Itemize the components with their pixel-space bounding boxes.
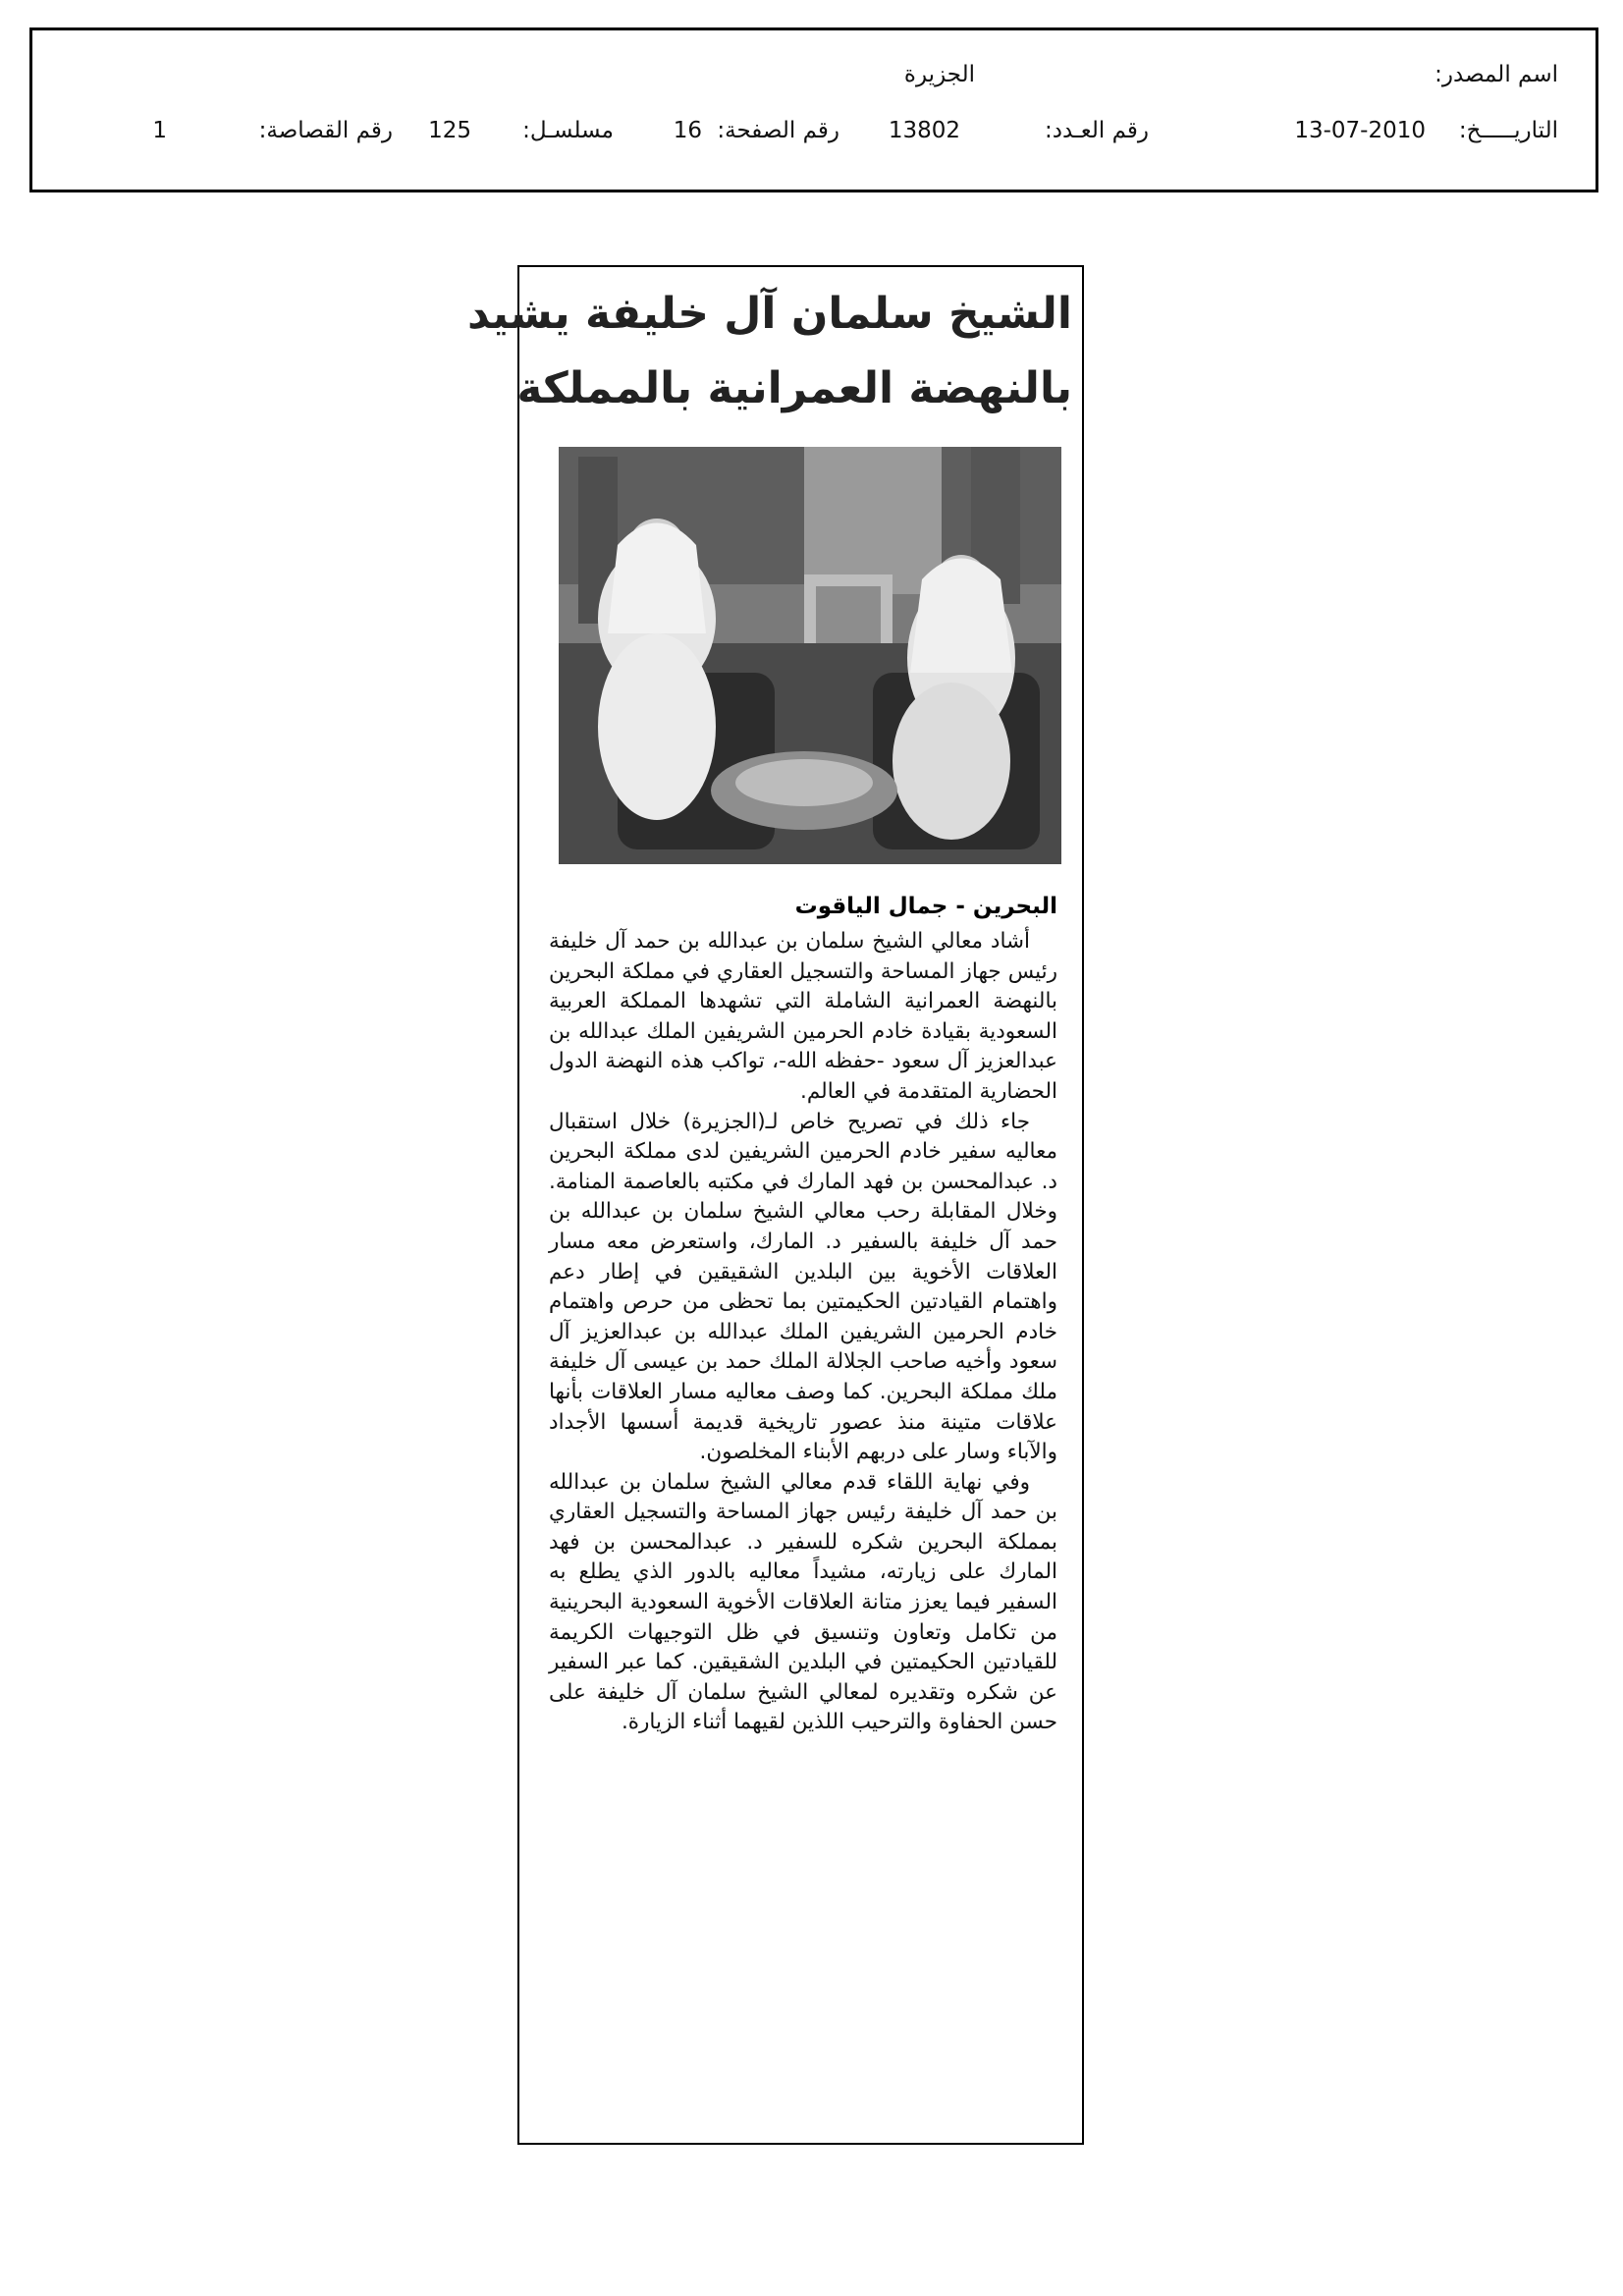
byline: البحرين - جمال الياقوت [794, 894, 1057, 919]
clip-value: 1 [152, 118, 167, 143]
page-value: 16 [673, 118, 702, 143]
headline-line-1: الشيخ سلمان آل خليفة يشيد [466, 289, 1072, 339]
serial-label: مسلسـل: [522, 118, 614, 143]
article-paragraph: جاء ذلك في تصريح خاص لـ(الجزيرة) خلال استقبال معاليه سفير خادم الحرمين الشريفين لدى مملكة البحرين د. عبدالمحسن بن فهد المارك في مكتبه بالعاصمة المنامة. وخلال المقابلة رحب معالي الشيخ سلمان بن عبدالله بن حمد آل خليفة بالسفير د. المارك، واستعرض معه مسار العلاقات الأخوية بين البلدين الشقيقين في إطار دعم واهتمام القيادتين الحكيمتين بما تحظى من حرص واهتمام خادم الحرمين الشريفين الملك عبدالله بن عبدالعزيز آل سعود وأخيه صاحب الجلالة الملك حمد بن عيسى آل خليفة ملك مملكة البحرين. كما وصف معاليه مسار العلاقات بأنها علاقات متينة منذ عصور تاريخية قديمة أسسها الأجداد والآباء وسار على دربهم الأبناء المخلصون. [549, 1109, 1057, 1465]
article-body [549, 927, 1057, 1738]
clip-label: رقم القصاصة: [258, 118, 393, 143]
article-paragraph: وفي نهاية اللقاء قدم معالي الشيخ سلمان بن عبدالله بن حمد آل خليفة رئيس جهاز المساحة والتسجيل العقاري بمملكة البحرين شكره للسفير د. عبدالمحسن بن فهد المارك على زيارته، مشيداً معاليه بالدور الذي يطلع به السفير فيما يعزز متانة العلاقات الأخوية السعودية البحرينية من تكامل وتعاون وتنسيق في ظل التوجيهات الكريمة للقيادتين الحكيمتين في البلدين الشقيقين. كما عبر السفير عن شكره وتقديره لمعالي الشيخ سلمان آل خليفة على حسن الحفاوة والترحيب اللذين لقيهما أثناء الزيارة. [549, 1469, 1057, 1735]
page-label: رقم الصفحة: [717, 118, 839, 143]
article-paragraph: أشاد معالي الشيخ سلمان بن عبدالله بن حمد آل خليفة رئيس جهاز المساحة والتسجيل العقاري في مملكة البحرين بالنهضة العمرانية الشاملة التي تشهدها المملكة العربية السعودية بقيادة خادم الحرمين الشريفين الملك عبدالله بن عبدالعزيز آل سعود -حفظه الله-، تواكب هذه النهضة الدول الحضارية المتقدمة في العالم. [549, 929, 1057, 1104]
source-label: اسم المصدر: [1434, 62, 1558, 87]
clipping-header [29, 27, 1598, 192]
date-value: 13-07-2010 [1294, 118, 1426, 143]
photo-illustration [559, 447, 1061, 864]
date-label: التاريـــــخ: [1458, 118, 1558, 143]
article-photo [559, 447, 1061, 864]
newspaper-clipping [466, 265, 1084, 2145]
issue-label: رقم العـدد: [1044, 118, 1149, 143]
source-value: الجزيرة [903, 62, 975, 87]
headline-line-2: بالنهضة العمرانية بالمملكة [516, 363, 1072, 413]
issue-value: 13802 [888, 118, 960, 143]
serial-value: 125 [428, 118, 471, 143]
